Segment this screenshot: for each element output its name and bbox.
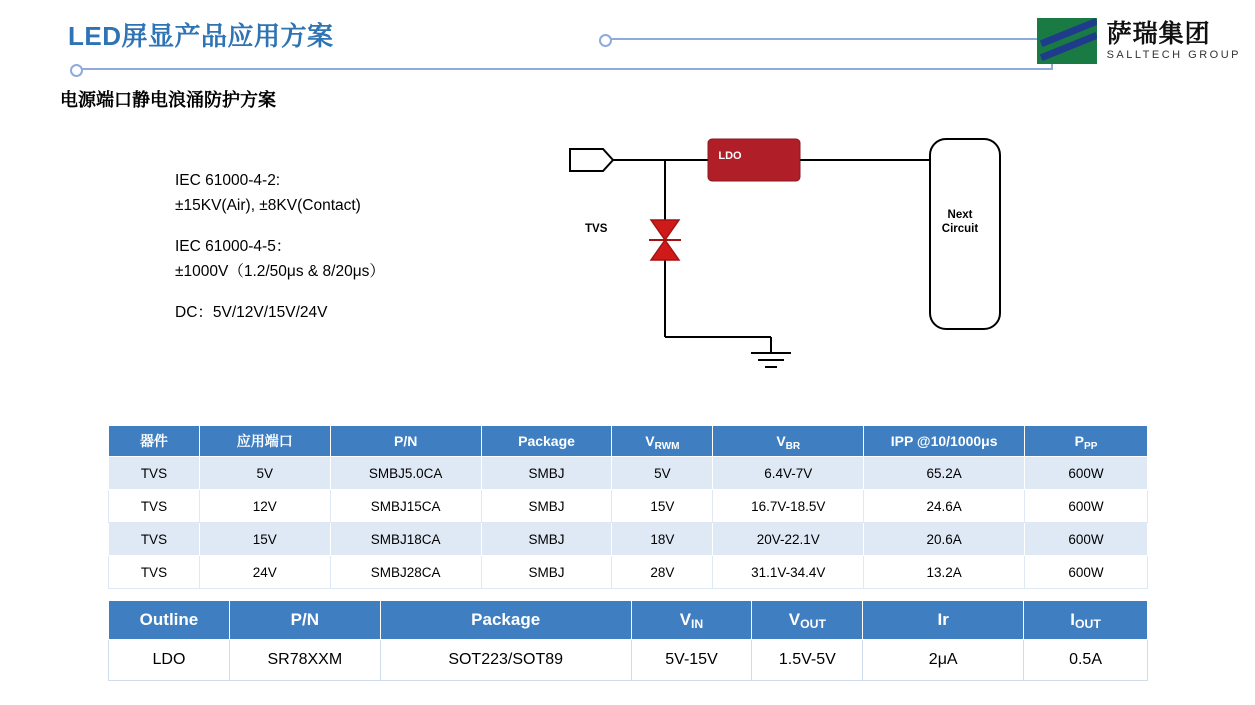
cell-package: SMBJ xyxy=(481,457,612,490)
cell-device: TVS xyxy=(109,556,200,589)
cell-vrwm: 15V xyxy=(612,490,713,523)
cell-vbr: 6.4V-7V xyxy=(713,457,864,490)
cell-vbr: 20V-22.1V xyxy=(713,523,864,556)
cell-pn: SMBJ18CA xyxy=(330,523,481,556)
col-header-port: 应用端口 xyxy=(199,426,330,457)
cell-ipp: 65.2A xyxy=(864,457,1025,490)
logo-text xyxy=(1107,21,1241,61)
table-header-row xyxy=(109,601,1148,640)
cell-device: TVS xyxy=(109,523,200,556)
cell-pn: SMBJ15CA xyxy=(330,490,481,523)
spec-line-surge-levels: ±1000V（1.2/50μs & 8/20μs） xyxy=(175,263,385,280)
cell-vrwm: 18V xyxy=(612,523,713,556)
ldo-block-label: LDO xyxy=(718,150,742,162)
connector-dot-bottom xyxy=(70,64,83,77)
col-header-pn: P/N xyxy=(330,426,481,457)
cell-ppp: 600W xyxy=(1025,457,1148,490)
cell-package: SMBJ xyxy=(481,523,612,556)
spec-line-esd-levels: ±15KV(Air), ±8KV(Contact) xyxy=(175,197,361,214)
cell-port: 12V xyxy=(199,490,330,523)
cell-port: 5V xyxy=(199,457,330,490)
table-row xyxy=(109,457,1148,490)
cell-package: SMBJ xyxy=(481,556,612,589)
cell-vrwm: 28V xyxy=(612,556,713,589)
connector-line-top xyxy=(603,38,1053,40)
cell-ppp: 600W xyxy=(1025,556,1148,589)
spec-spacer-1 xyxy=(175,218,385,234)
col-header-device: 器件 xyxy=(109,426,200,457)
cell-pn: SR78XXM xyxy=(229,640,380,681)
spec-line-iec-61000-4-2: IEC 61000-4-2: xyxy=(175,172,281,189)
table-row xyxy=(109,523,1148,556)
cell-device: TVS xyxy=(109,457,200,490)
next-circuit-line-1: Next xyxy=(947,209,973,221)
logo-mark-icon xyxy=(1037,18,1097,64)
cell-vin: 5V-15V xyxy=(631,640,752,681)
company-logo xyxy=(1037,18,1241,64)
page-title: LED屏显产品应用方案 xyxy=(68,21,334,51)
col-header-vout: $V_{OUT}$ xyxy=(752,601,863,640)
spec-spacer-2 xyxy=(175,284,385,300)
cell-package: SOT223/SOT89 xyxy=(380,640,631,681)
cell-pn: SMBJ5.0CA xyxy=(330,457,481,490)
table-row xyxy=(109,640,1148,681)
section-title: 电源端口静电浪涌防护方案 xyxy=(60,90,276,110)
col-header-outline: Outline xyxy=(109,601,230,640)
cell-ipp: 13.2A xyxy=(864,556,1025,589)
ldo-specification-table xyxy=(108,600,1148,681)
table-header-row xyxy=(109,426,1148,457)
col-header-vin: $V_{IN}$ xyxy=(631,601,752,640)
cell-vbr: 16.7V-18.5V xyxy=(713,490,864,523)
next-circuit-label xyxy=(925,208,995,236)
cell-device: TVS xyxy=(109,490,200,523)
spec-line-iec-61000-4-5: IEC 61000-4-5： xyxy=(175,238,292,255)
col-header-ppp: $P_{PP}$ xyxy=(1025,426,1148,457)
col-header-ir: Ir xyxy=(863,601,1024,640)
cell-ir: 2μA xyxy=(863,640,1024,681)
circuit-diagram xyxy=(545,125,1065,395)
cell-vrwm: 5V xyxy=(612,457,713,490)
circuit-diagram-svg xyxy=(545,125,1065,395)
logo-company-name-en: SALLTECH GROUP xyxy=(1106,48,1241,61)
cell-iout: 0.5A xyxy=(1024,640,1148,681)
table-row xyxy=(109,490,1148,523)
col-header-package: Package xyxy=(481,426,612,457)
tvs-specification-table xyxy=(108,425,1148,589)
cell-pn: SMBJ28CA xyxy=(330,556,481,589)
connector-line-bottom xyxy=(78,68,1053,70)
cell-ipp: 20.6A xyxy=(864,523,1025,556)
cell-ppp: 600W xyxy=(1025,523,1148,556)
page-header xyxy=(0,0,1255,90)
col-header-vrwm: $V_{RWM}$ xyxy=(612,426,713,457)
col-header-ipp: IPP @10/1000μs xyxy=(864,426,1025,457)
cell-vout: 1.5V-5V xyxy=(752,640,863,681)
cell-package: SMBJ xyxy=(481,490,612,523)
logo-company-name-cn: 萨瑞集团 xyxy=(1106,20,1211,49)
connector-dot-left xyxy=(599,34,612,47)
col-header-iout: $I_{OUT}$ xyxy=(1024,601,1148,640)
header-decorative-connector xyxy=(68,38,1068,72)
cell-port: 24V xyxy=(199,556,330,589)
specification-text-block xyxy=(175,168,385,325)
table-row xyxy=(109,556,1148,589)
tvs-component-label: TVS xyxy=(585,223,608,235)
cell-vbr: 31.1V-34.4V xyxy=(713,556,864,589)
cell-outline: LDO xyxy=(109,640,230,681)
cell-ppp: 600W xyxy=(1025,490,1148,523)
next-circuit-line-2: Circuit xyxy=(941,223,979,235)
col-header-vbr: $V_{BR}$ xyxy=(713,426,864,457)
cell-port: 15V xyxy=(199,523,330,556)
spec-line-dc-voltages: DC：5V/12V/15V/24V xyxy=(175,304,328,321)
cell-ipp: 24.6A xyxy=(864,490,1025,523)
col-header-pn: P/N xyxy=(229,601,380,640)
col-header-package: Package xyxy=(380,601,631,640)
